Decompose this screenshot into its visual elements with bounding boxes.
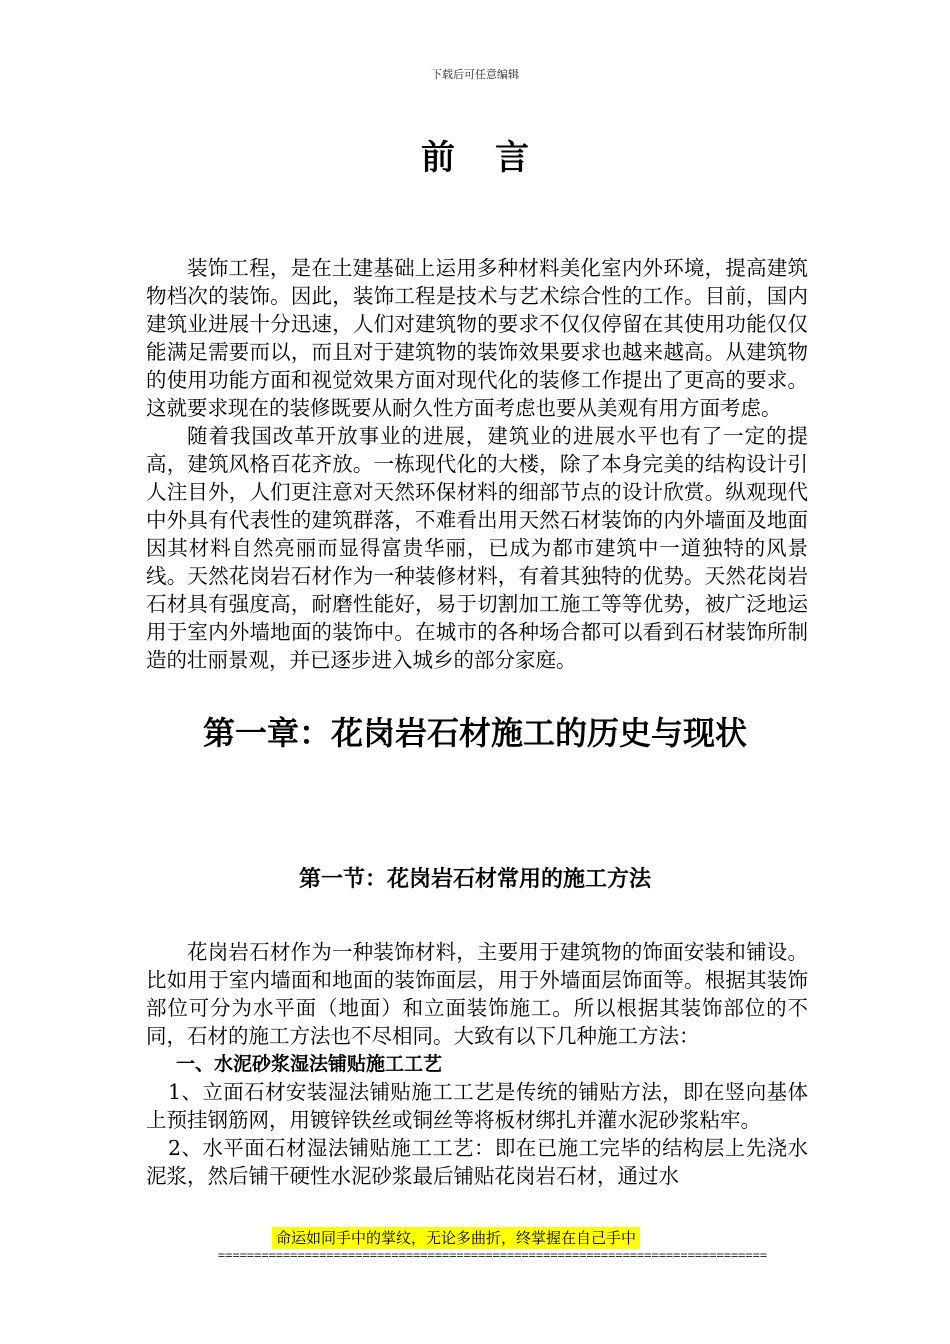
footer-rule: ============================================================================ — [218, 1248, 768, 1262]
header-note: 下载后可任意编辑 — [431, 68, 519, 81]
section-paragraph: 花岗岩石材作为一种装饰材料，主要用于建筑物的饰面安装和铺设。比如用于室内墙面和地面的装饰面层，用于外墙面层饰面等。根据其装饰部位可分为水平面（地面）和立面装饰施工。所以根据其装饰部位的不同，石材的施工方法也不尽相同。大致有以下几种施工方法： — [146, 940, 808, 1048]
section-title: 第一节：花岗岩石材常用的施工方法 — [298, 867, 651, 892]
methods-body — [146, 938, 808, 1190]
intro-paragraph-2: 随着我国改革开放事业的进展，建筑业的进展水平也有了一定的提高，建筑风格百花齐放。一栋现代化的大楼，除了本身完美的结构设计引人注目外，人们更注意对天然环保材料的细部节点的设计欣赏。纵观现代中外具有代表性的建筑群落，不难看出用天然石材装饰的内外墙面及地面因其材料自然亮丽而显得富贵华丽，已成为都市建筑中一道独特的风景线。天然花岗岩石材作为一种装修材料，有着其独特的优势。天然花岗岩石材具有强度高，耐磨性能好，易于切割加工施工等等优势，被广泛地运用于室内外墙地面的装饰中。在城市的各种场合都可以看到石材装饰所制造的壮丽景观，并已逐步进入城乡的部分家庭。 — [146, 424, 808, 672]
method-item-1: 1、立面石材安装湿法铺贴施工工艺是传统的铺贴方法，即在竖向基体上预挂钢筋网，用镀锌铁丝或铜丝等将板材绑扎并灌水泥砂浆粘牢。 — [146, 1080, 808, 1132]
method-item-2: 2、水平面石材湿法铺贴施工工艺：即在已施工完毕的结构层上先浇水泥浆，然后铺干硬性水泥砂浆最后铺贴花岗岩石材，通过水 — [146, 1136, 808, 1188]
method-subheading: 一、水泥砂浆湿法铺贴施工工艺 — [176, 1053, 443, 1075]
intro-paragraph-1: 装饰工程，是在土建基础上运用多种材料美化室内外环境，提高建筑物档次的装饰。因此，装饰工程是技术与艺术综合性的工作。目前，国内建筑业进展十分迅速，人们对建筑物的要求不仅仅停留在其使用功能仅仅能满足需要而以，而且对于建筑物的装饰效果要求也越来越高。从建筑物的使用功能方面和视觉效果方面对现代化的装修工作提出了更高的要求。这就要求现在的装修既要从耐久性方面考虑也要从美观有用方面考虑。 — [146, 256, 808, 420]
intro-body — [146, 254, 808, 674]
chapter-title: 第一章：花岗岩石材施工的历史与现状 — [202, 714, 747, 752]
preface-title: 前言 — [421, 138, 569, 178]
footer-motto: 命运如同手中的掌纹，无论多曲折，终掌握在自己手中 — [272, 1227, 640, 1249]
